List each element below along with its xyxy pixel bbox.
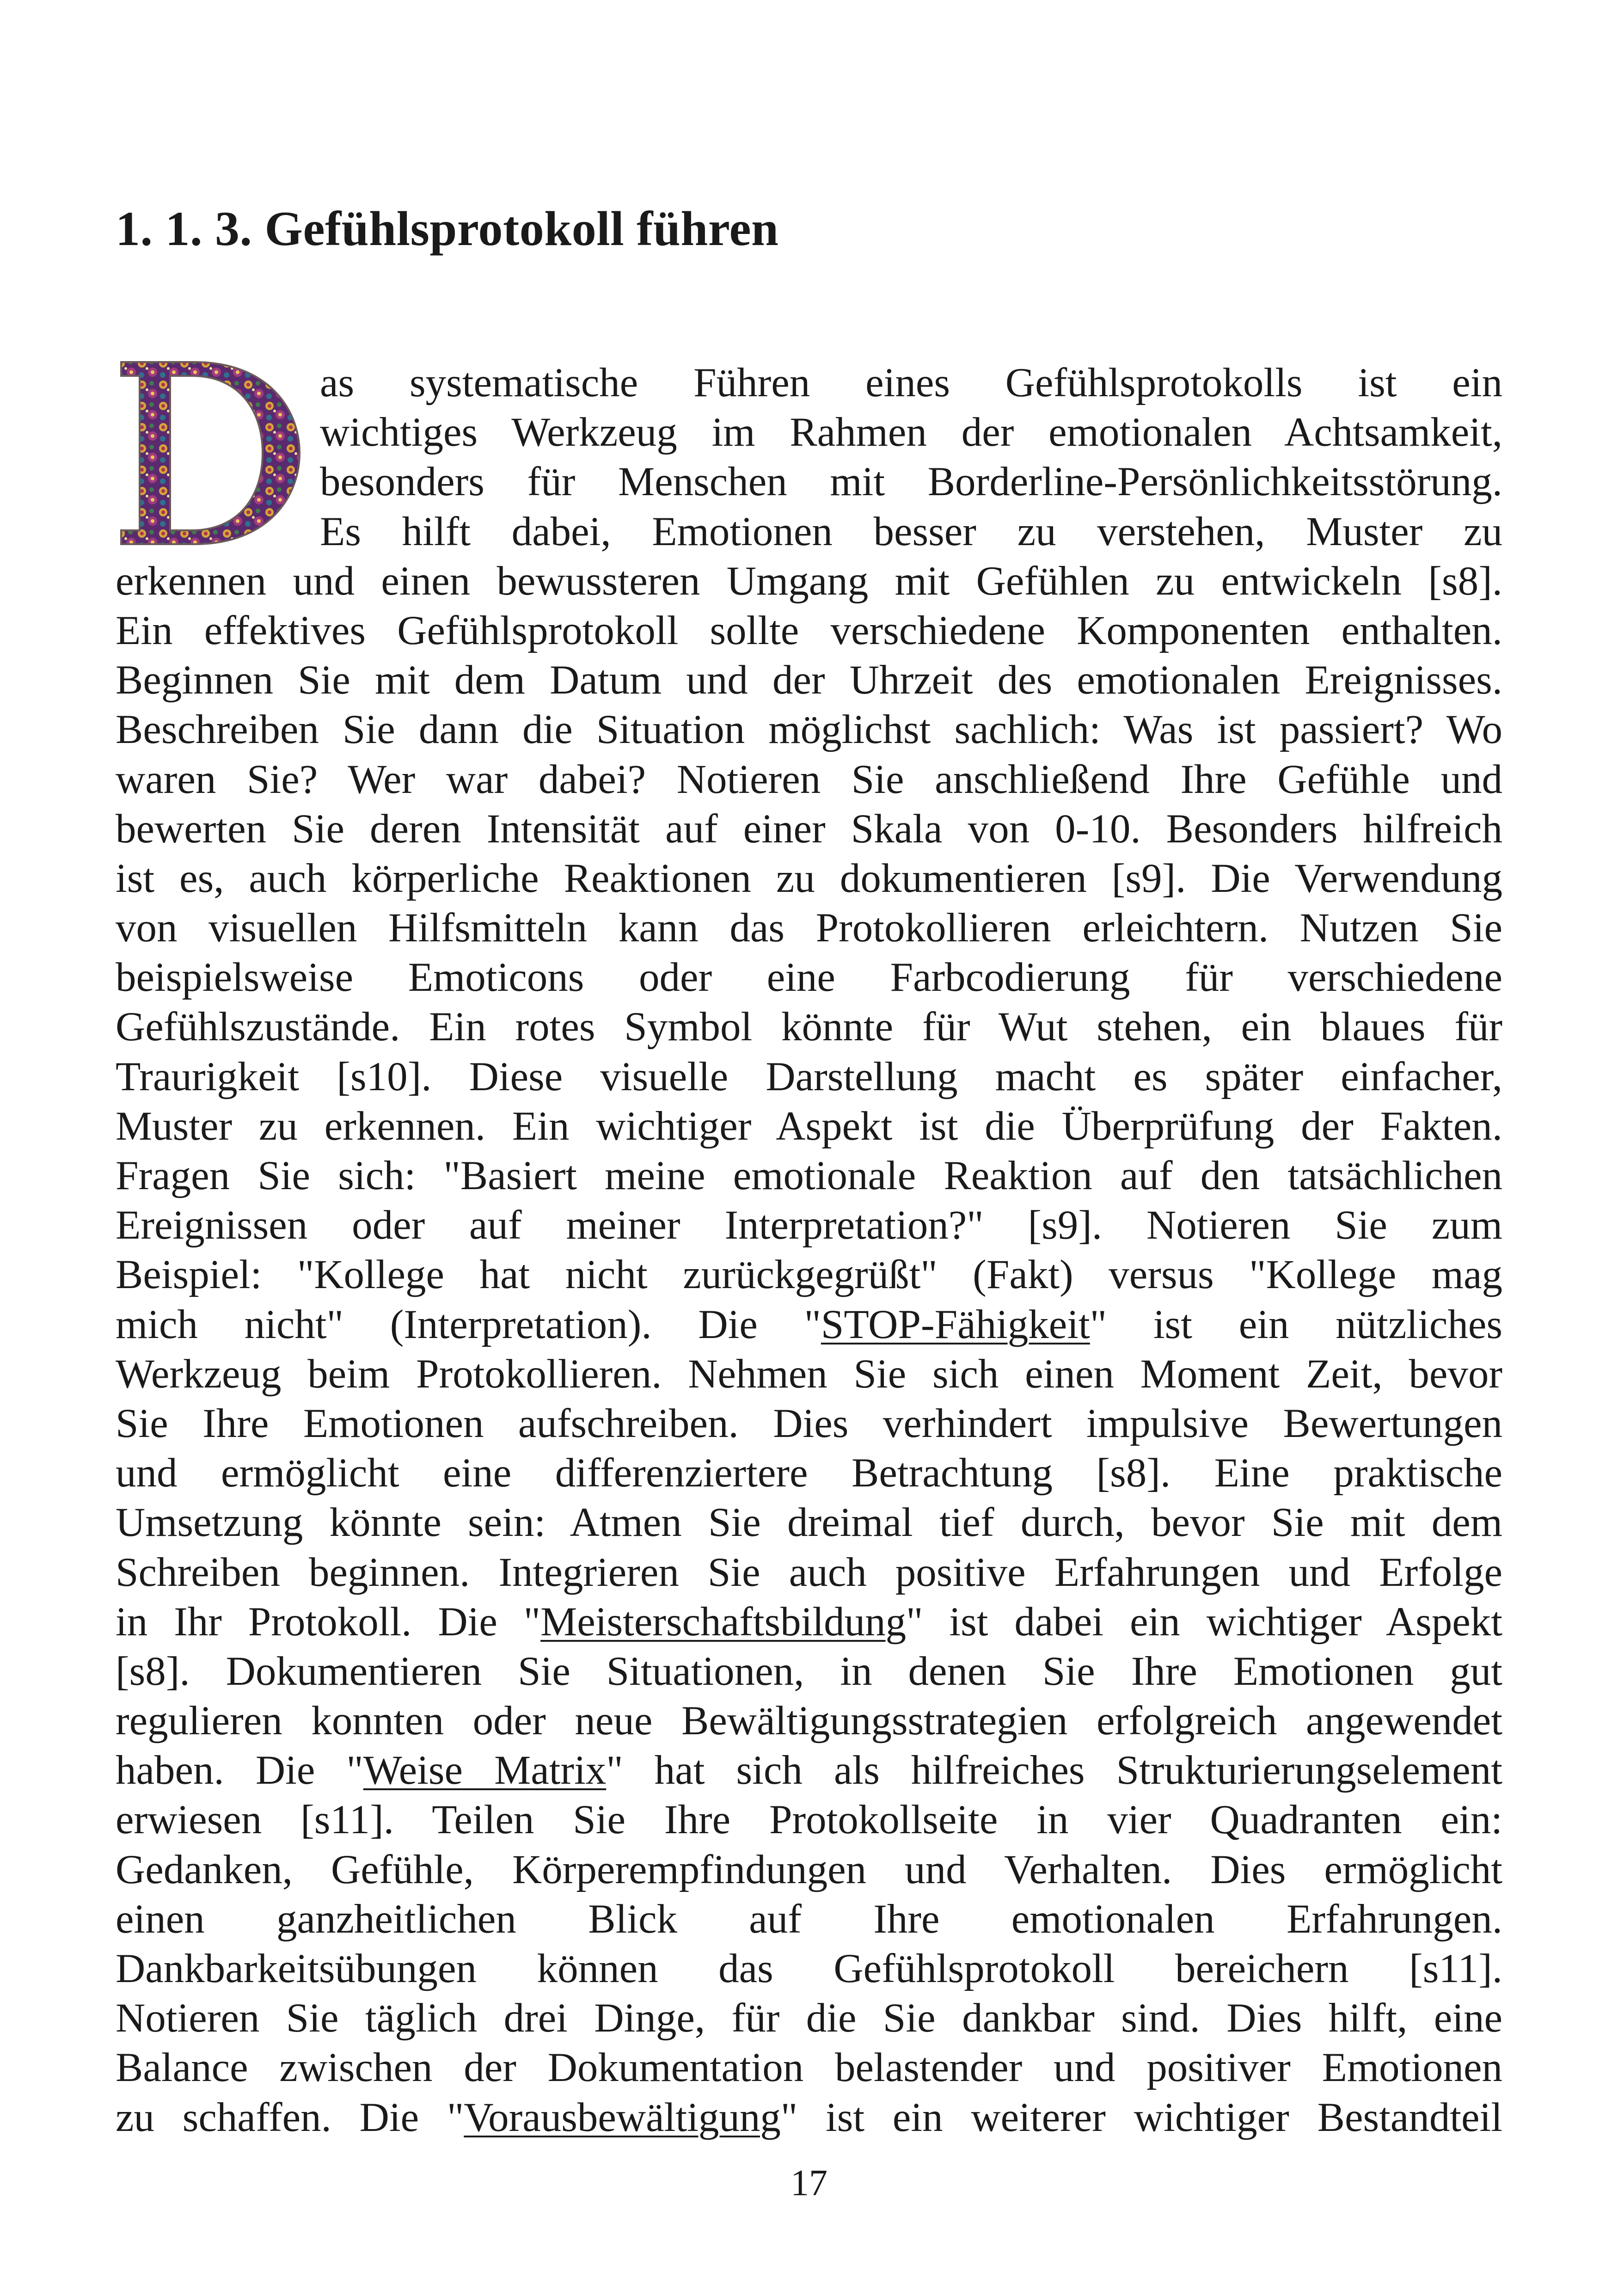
text-line: Sie Ihre Emotionen aufschreiben. Dies verhindert impulsive Bewertungen [116,1400,1502,1446]
text-line: Gedanken, Gefühle, Körperempfindungen und Verhalten. Dies ermöglicht [116,1847,1502,1892]
text-line: besonders für Menschen mit Borderline-Persönlichkeitsstörung. [320,459,1502,505]
text-line: [s8]. Dokumentieren Sie Situationen, in denen Sie Ihre Emotionen gut [116,1648,1502,1694]
text-line: einen ganzheitlichen Blick auf Ihre emotionalen Erfahrungen. [116,1896,1502,1942]
text-line: Ereignissen oder auf meiner Interpretation?" [s9]. Notieren Sie zum [116,1203,1502,1248]
text-fragment: haben. Die " [116,1748,363,1793]
text-line: ist es, auch körperliche Reaktionen zu dokumentieren [s9]. Die Verwendung [116,855,1502,901]
text-line [116,1746,1502,1795]
term-link[interactable]: Vorausbewältigung [464,2094,781,2140]
text-fragment: in Ihr Protokoll. Die " [116,1599,541,1645]
text-line: Traurigkeit [s10]. Diese visuelle Darstellung macht es später einfacher, [116,1054,1502,1099]
text-fragment: " hat sich als hilfreiches Strukturierungselement [606,1748,1502,1793]
text-line: waren Sie? Wer war dabei? Notieren Sie anschließend Ihre Gefühle und [116,756,1502,802]
text-line: Schreiben beginnen. Integrieren Sie auch positive Erfahrungen und Erfolge [116,1549,1502,1595]
text-line: von visuellen Hilfsmitteln kann das Protokollieren erleichtern. Nutzen Sie [116,905,1502,951]
text-line: Werkzeug beim Protokollieren. Nehmen Sie sich einen Moment Zeit, bevor [116,1351,1502,1397]
term-link[interactable]: Weise Matrix [363,1748,607,1793]
text-line: erwiesen [s11]. Teilen Sie Ihre Protokollseite in vier Quadranten ein: [116,1797,1502,1843]
term-link[interactable]: Meisterschaftsbildung [540,1599,907,1645]
text-fragment: mich nicht" (Interpretation). Die " [116,1301,821,1347]
text-fragment: " ist ein nützliches [1090,1301,1502,1347]
text-line: Ein effektives Gefühlsprotokoll sollte verschiedene Komponenten enthalten. [116,608,1502,653]
body-paragraph [116,358,1502,2143]
text-fragment: " ist dabei ein wichtiger Aspekt [906,1599,1502,1645]
text-fragment: " ist ein weiterer wichtiger Bestandteil [780,2094,1502,2140]
text-line: Es hilft dabei, Emotionen besser zu verstehen, Muster zu [320,509,1502,554]
text-line: Beispiel: "Kollege hat nicht zurückgegrüßt" (Fakt) versus "Kollege mag [116,1252,1502,1298]
text-line: Notieren Sie täglich drei Dinge, für die Sie dankbar sind. Dies hilft, eine [116,1995,1502,2041]
page-number: 17 [791,2163,827,2204]
text-line: Gefühlszustände. Ein rotes Symbol könnte für Wut stehen, ein blaues für [116,1004,1502,1050]
text-line: as systematische Führen eines Gefühlsprotokolls ist ein [320,360,1502,405]
text-line: Dankbarkeitsübungen können das Gefühlsprotokoll bereichern [s11]. [116,1946,1502,1991]
text-line: wichtiges Werkzeug im Rahmen der emotionalen Achtsamkeit, [320,410,1502,455]
text-line [116,1300,1502,1350]
text-line [116,2093,1502,2143]
text-line: Umsetzung könnte sein: Atmen Sie dreimal tief durch, bevor Sie mit dem [116,1500,1502,1546]
text-line: Balance zwischen der Dokumentation belastender und positiver Emotionen [116,2045,1502,2091]
text-line: erkennen und einen bewussteren Umgang mit Gefühlen zu entwickeln [s8]. [116,558,1502,604]
text-line: und ermöglicht eine differenziertere Betrachtung [s8]. Eine praktische [116,1450,1502,1496]
text-line: Muster zu erkennen. Ein wichtiger Aspekt ist die Überprüfung der Fakten. [116,1103,1502,1149]
text-line: beispielsweise Emoticons oder eine Farbcodierung für verschiedene [116,955,1502,1001]
text-line: Beginnen Sie mit dem Datum und der Uhrzeit des emotionalen Ereignisses. [116,657,1502,703]
text-line [116,1597,1502,1647]
text-line: Beschreiben Sie dann die Situation möglichst sachlich: Was ist passiert? Wo [116,707,1502,753]
text-fragment: zu schaffen. Die " [116,2094,464,2140]
section-heading: 1. 1. 3. Gefühlsprotokoll führen [116,202,779,256]
text-line: bewerten Sie deren Intensität auf einer Skala von 0-10. Besonders hilfreich [116,806,1502,852]
text-line: Fragen Sie sich: "Basiert meine emotionale Reaktion auf den tatsächlichen [116,1153,1502,1198]
term-link[interactable]: STOP-Fähigkeit [821,1301,1090,1347]
text-line: regulieren konnten oder neue Bewältigungsstrategien erfolgreich angewendet [116,1698,1502,1744]
